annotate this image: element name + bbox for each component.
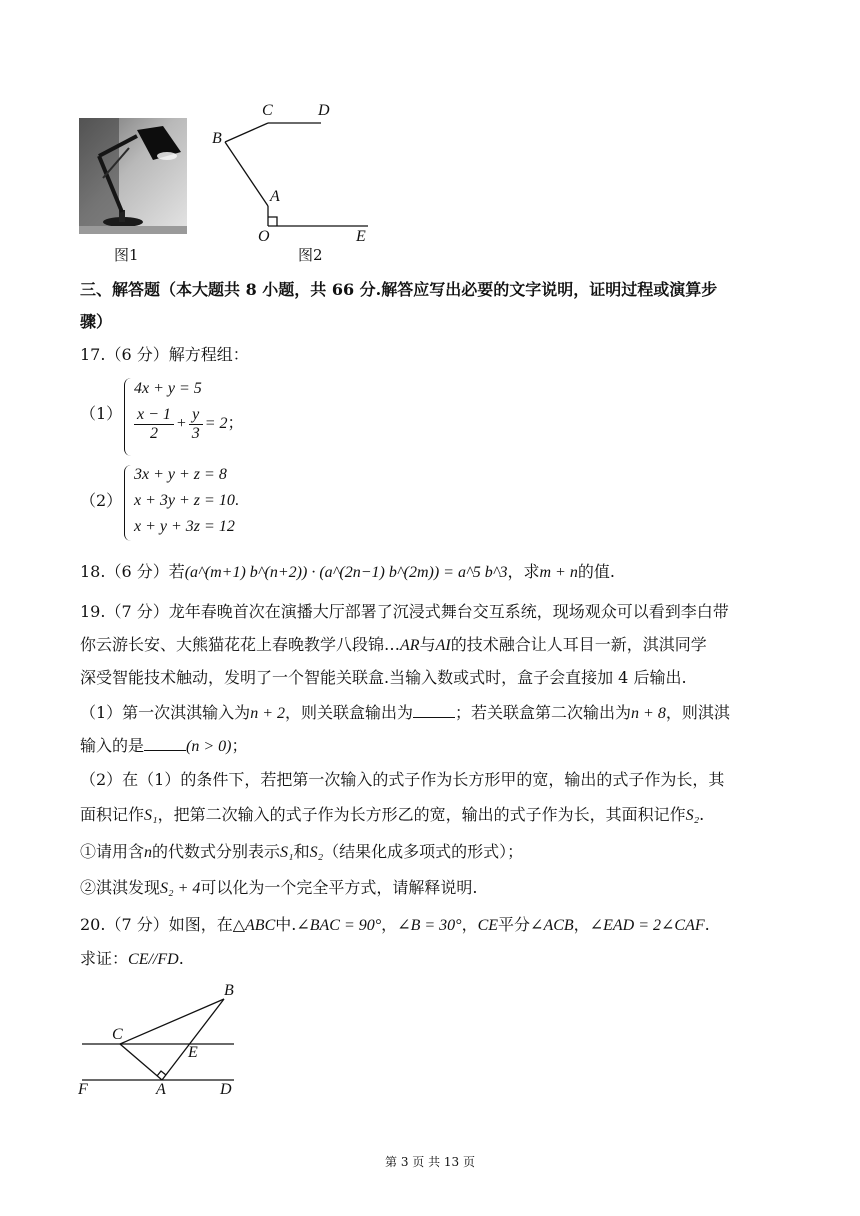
q19-ai: AI	[435, 637, 451, 654]
q19-n-plus-2: n + 2	[250, 705, 285, 722]
label-b: B	[212, 130, 222, 147]
q19-n-plus-8: n + 8	[631, 705, 666, 722]
q19-line2-c: 的技术融合让人耳目一新，淇淇同学	[450, 635, 707, 654]
q17-part1-brace	[124, 378, 131, 456]
q20-sep1: ，	[381, 915, 398, 934]
q19-line8-s2: S₂	[309, 844, 324, 861]
q20-angle-b: ∠B = 30°	[397, 917, 462, 934]
label-f-q20: F	[78, 1081, 88, 1098]
q19-line5-a: 输入的是	[80, 736, 145, 755]
q19-line2	[80, 634, 707, 657]
segment-ca	[120, 1044, 162, 1080]
q19-line9-a: ②淇淇发现	[80, 878, 161, 897]
q17-part2-brace	[124, 465, 131, 541]
q20-figure	[74, 980, 254, 1100]
q19-s1: S₁	[144, 807, 158, 824]
segment-bc	[225, 123, 268, 142]
q20-sep2: ，	[461, 915, 478, 934]
q20-line1-a: 20.（7 分）如图，在	[80, 915, 233, 934]
q19-line5-b: ；	[231, 736, 248, 755]
q19-line8-s1: S₁	[280, 844, 294, 861]
q20-ce: CE	[477, 917, 499, 934]
q19-s2: S₂	[685, 807, 700, 824]
q17-part2-eq2	[134, 492, 239, 510]
segment-ba	[162, 999, 224, 1080]
q19-line5	[80, 735, 247, 758]
q17-part2-eq3: x + y + 3z = 12	[134, 518, 235, 535]
q17-frac2-den: 3	[191, 425, 200, 442]
q20-triangle: △ABC	[232, 917, 276, 934]
segment-ba	[225, 142, 268, 206]
q20-line2	[80, 948, 184, 971]
q19-line4-d: ，则淇淇	[665, 703, 730, 722]
q20-sep3: ，	[573, 915, 590, 934]
label-d-q20: D	[220, 1081, 232, 1098]
q19-line3: 深受智能技术触动，发明了一个智能关联盒.当输入数或式时，盒子会直接加 4 后输出.	[80, 668, 687, 687]
q19-line8-a: ①请用含	[80, 842, 145, 861]
q17-stem: 17.（6 分）解方程组：	[80, 345, 249, 364]
q17-frac2-num: y	[189, 406, 203, 425]
q19-line8	[80, 841, 523, 864]
q20-line2-end: .	[178, 949, 184, 968]
q19-line7-b: ，把第二次输入的式子作为长方形乙的宽，输出的式子作为长，其面积记作	[157, 805, 686, 824]
q20-line1	[80, 914, 710, 937]
q19-line9	[80, 877, 477, 900]
q17-part1-label: （1）	[80, 404, 123, 423]
q19-blank-2[interactable]	[144, 736, 186, 751]
q17-part2-eq1: 3x + y + z = 8	[134, 466, 227, 483]
q19-line7	[80, 804, 704, 827]
label-a: A	[270, 188, 280, 205]
q18-line	[80, 561, 615, 584]
section-3-title-line1: 三、解答题（本大题共 8 小题，共 66 分.解答应写出必要的文字说明，证明过程或演算步	[80, 280, 718, 299]
label-o: O	[258, 228, 270, 245]
right-angle-mark	[268, 217, 277, 226]
label-e-q20: E	[188, 1044, 198, 1061]
q19-line8-d: （结果化成多项式的形式）；	[323, 842, 524, 861]
q19-line6: （2）在（1）的条件下，若把第一次输入的式子作为长方形甲的宽，输出的式子作为长，其	[80, 770, 725, 789]
q17-eq2-rhs: = 2	[204, 415, 228, 433]
q20-period: .	[704, 915, 710, 934]
q19-line4	[80, 702, 730, 725]
label-a-q20: A	[156, 1081, 166, 1098]
figure-2-caption: 图2	[298, 246, 323, 264]
q17-frac1-num: x − 1	[134, 406, 174, 425]
q18-suffix: 的值.	[577, 562, 615, 581]
q17-part2-end: .	[234, 492, 239, 509]
q18-expression: (a^(m+1) b^(n+2)) · (a^(2n−1) b^(2m)) = a^5 b^3	[184, 564, 508, 581]
label-d: D	[318, 102, 330, 119]
q19-s2-plus-4: S₂ + 4	[160, 880, 201, 897]
q17-frac1-den: 2	[149, 425, 158, 442]
q17-part1-eq2	[132, 406, 244, 443]
q19-line8-b: 的代数式分别表示	[152, 842, 281, 861]
q20-line1-b: 中.	[275, 915, 297, 934]
q20-bisects: 平分	[498, 915, 531, 934]
q17-part2-eq2-text: x + 3y + z = 10	[134, 492, 235, 509]
q20-angle-ead: ∠EAD = 2∠CAF	[589, 917, 705, 934]
q20-angle-acb: ∠ACB	[530, 917, 574, 934]
q19-line4-b: ，则关联盒输出为	[284, 703, 413, 722]
q19-blank-1[interactable]	[413, 703, 455, 718]
q19-condition: (n > 0)	[186, 738, 232, 755]
q19-line4-c: ；若关联盒第二次输出为	[455, 703, 632, 722]
q18-target: m + n	[539, 564, 578, 581]
q19-line2-b: 与	[419, 635, 436, 654]
q19-line9-b: 可以化为一个完全平方式，请解释说明.	[200, 878, 478, 897]
q19-line4-a: （1）第一次淇淇输入为	[80, 703, 251, 722]
lamp-photo-image	[79, 118, 187, 234]
q20-angle-bac: ∠BAC = 90°	[296, 917, 382, 934]
label-c-q20: C	[112, 1026, 123, 1043]
label-b-q20: B	[224, 982, 234, 999]
label-c: C	[262, 102, 273, 119]
q18-suffix-pre: ，求	[507, 562, 540, 581]
q19-ar: AR	[400, 637, 420, 654]
right-angle-mark-a	[157, 1071, 166, 1076]
q18-prefix: 18.（6 分）若	[80, 562, 185, 581]
label-e: E	[356, 228, 366, 245]
q17-part1-eq1: 4x + y = 5	[134, 380, 202, 397]
q19-line1: 19.（7 分）龙年春晚首次在演播大厅部署了沉浸式舞台交互系统，现场观众可以看到李白带	[80, 602, 729, 621]
page-footer: 第 3 页 共 13 页	[385, 1155, 475, 1169]
q19-n: n	[144, 844, 153, 861]
q17-part1-end: ；	[227, 413, 244, 433]
q20-prove: 求证：	[80, 949, 129, 968]
section-3-title-line2: 骤）	[80, 312, 113, 331]
q17-plus: +	[175, 415, 187, 433]
figure-2-diagram	[200, 96, 390, 246]
q20-ce-parallel-fd: CE//FD	[128, 951, 179, 968]
figure-1-lamp-photo	[79, 118, 187, 234]
figure-1-caption: 图1	[114, 246, 139, 264]
segment-cb	[120, 999, 224, 1044]
q19-line8-c: 和	[293, 842, 310, 861]
q19-line7-a: 面积记作	[80, 805, 145, 824]
q19-line2-a: 你云游长安、大熊猫花花上春晚教学八段锦…	[80, 635, 401, 654]
q19-line7-c: .	[699, 805, 705, 824]
q17-part2-label: （2）	[80, 491, 123, 510]
